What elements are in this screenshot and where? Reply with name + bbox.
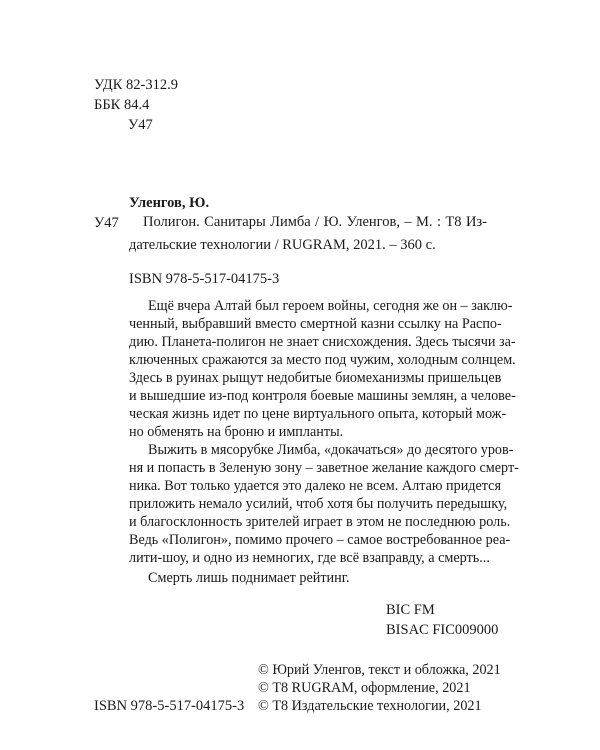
annotation-line: ня и попасть в Зеленую зону – заветное желание каждого смерт-	[129, 460, 519, 476]
copyright-line: © Т8 RUGRAM, оформление, 2021	[258, 680, 471, 696]
annotation-line: приложить немало усилий, чтоб хотя бы получить передышку,	[129, 496, 508, 512]
annotation-line: ческая жизнь идет по цене виртуального опыта, который мож-	[129, 406, 507, 422]
bisac-code: BISAC FIC009000	[386, 622, 499, 638]
annotation-line: дию. Планета-полигон не знает снисхождения. Здесь тысячи за-	[129, 334, 516, 350]
annotation-line: Выжить в мясорубке Лимба, «докачаться» до десятого уров-	[148, 442, 514, 458]
bic-code: BIC FM	[386, 602, 435, 618]
annotation-line: ченный, выбравший вместо смертной казни ссылку на Распо-	[129, 316, 502, 332]
annotation-line: Смерть лишь поднимает рейтинг.	[148, 570, 350, 586]
author-mark: У47	[128, 117, 153, 133]
isbn-top: ISBN 978-5-517-04175-3	[129, 271, 280, 287]
udk-code: УДК 82-312.9	[94, 77, 178, 93]
annotation-line: и вышедшие из-под контроля боевые машины землян, а челове-	[129, 388, 516, 404]
annotation-line: ключенных сражаются за место под чужим, холодным солнцем.	[129, 352, 516, 368]
annotation-line: ника. Вот только удается это далеко не всем. Алтаю придется	[129, 478, 502, 494]
annotation-line: но обменять на броню и импланты.	[129, 424, 344, 440]
copyright-line: © Юрий Уленгов, текст и обложка, 2021	[258, 662, 501, 678]
annotation-line: лити-шоу, и одно из немногих, где всё взаправду, а смерть...	[129, 550, 490, 566]
bib-description-line-2: дательские технологии / RUGRAM, 2021. – 360 с.	[129, 237, 436, 253]
margin-author-mark: У47	[94, 215, 119, 231]
isbn-bottom: ISBN 978-5-517-04175-3	[94, 698, 245, 714]
author-heading: Уленгов, Ю.	[129, 195, 210, 211]
annotation-line: Ещё вчера Алтай был героем войны, сегодня же он – заклю-	[148, 298, 513, 314]
annotation-line: и благосклонность зрителей играет в этом не последнюю роль.	[129, 514, 511, 530]
annotation-line: Ведь «Полигон», помимо прочего – самое востребованное реа-	[129, 532, 511, 548]
bbk-code: ББК 84.4	[94, 97, 150, 113]
bib-description-line-1: Полигон. Санитары Лимба / Ю. Уленгов, – М. : Т8 Из-	[143, 214, 487, 230]
copyright-line: © Т8 Издательские технологии, 2021	[258, 698, 482, 714]
annotation-line: Здесь в руинах рыщут недобитые биомеханизмы пришельцев	[129, 370, 502, 386]
